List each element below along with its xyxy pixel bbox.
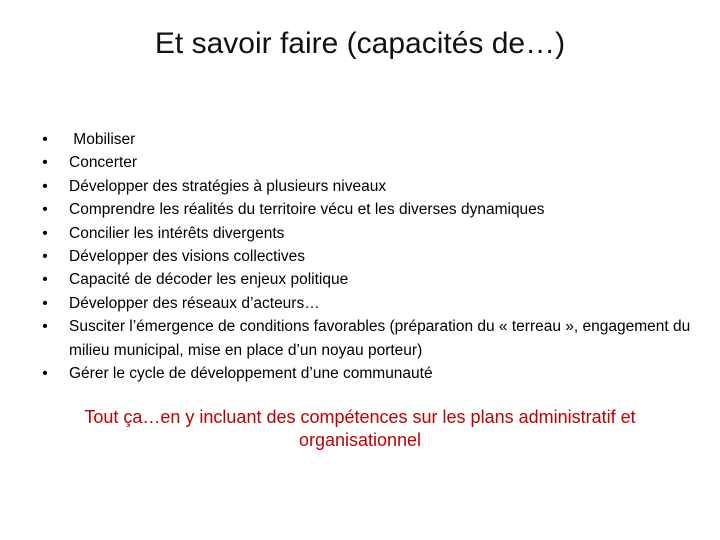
- slide-title: Et savoir faire (capacités de…): [154, 27, 566, 60]
- bullet-item: [40, 362, 700, 385]
- bullet-item: [40, 222, 700, 245]
- bullet-text: Développer des réseaux d’acteurs…: [69, 294, 320, 312]
- bullet-text: Développer des visions collectives: [69, 248, 306, 266]
- bullet-text: Capacité de décoder les enjeux politique: [69, 271, 349, 289]
- bullet-dot: •: [42, 177, 48, 195]
- bullet-dot: •: [42, 271, 48, 289]
- bullet-text: Développer des stratégies à plusieurs niveaux: [69, 177, 387, 195]
- bullet-text: Concilier les intérêts divergents: [69, 224, 285, 242]
- bullet-text: Concerter: [69, 154, 138, 172]
- bullet-item: [40, 151, 700, 174]
- bullet-item: [40, 315, 700, 362]
- bullet-item: [40, 268, 700, 291]
- bullet-dot: •: [42, 131, 48, 148]
- bullet-dot: •: [42, 201, 48, 219]
- bullet-list: [40, 128, 700, 385]
- bullet-dot: •: [42, 154, 48, 172]
- bullet-text: Susciter l’émergence de conditions favorables (préparation du « terreau », engagement du milieu municipal, mise en place d’un noyau porteur): [69, 318, 691, 359]
- bullet-dot: •: [42, 248, 48, 266]
- bullet-dot: •: [42, 224, 48, 242]
- bullet-item: [40, 198, 700, 221]
- bullet-item: [40, 128, 700, 151]
- bullet-item: [40, 175, 700, 198]
- bullet-dot: •: [42, 365, 48, 383]
- bullet-text: Comprendre les réalités du territoire vécu et les diverses dynamiques: [69, 201, 545, 219]
- bullet-dot: •: [42, 318, 48, 336]
- bullet-text: Gérer le cycle de développement d’une communauté: [69, 365, 433, 383]
- bullet-dot: •: [42, 294, 48, 312]
- bullet-item: [40, 245, 700, 268]
- emphasis-note: Tout ça…en y incluant des compétences sur les plans administratif et organisationnel: [84, 407, 636, 450]
- bullet-text: Mobiliser: [69, 131, 136, 148]
- bullet-item: [40, 292, 700, 315]
